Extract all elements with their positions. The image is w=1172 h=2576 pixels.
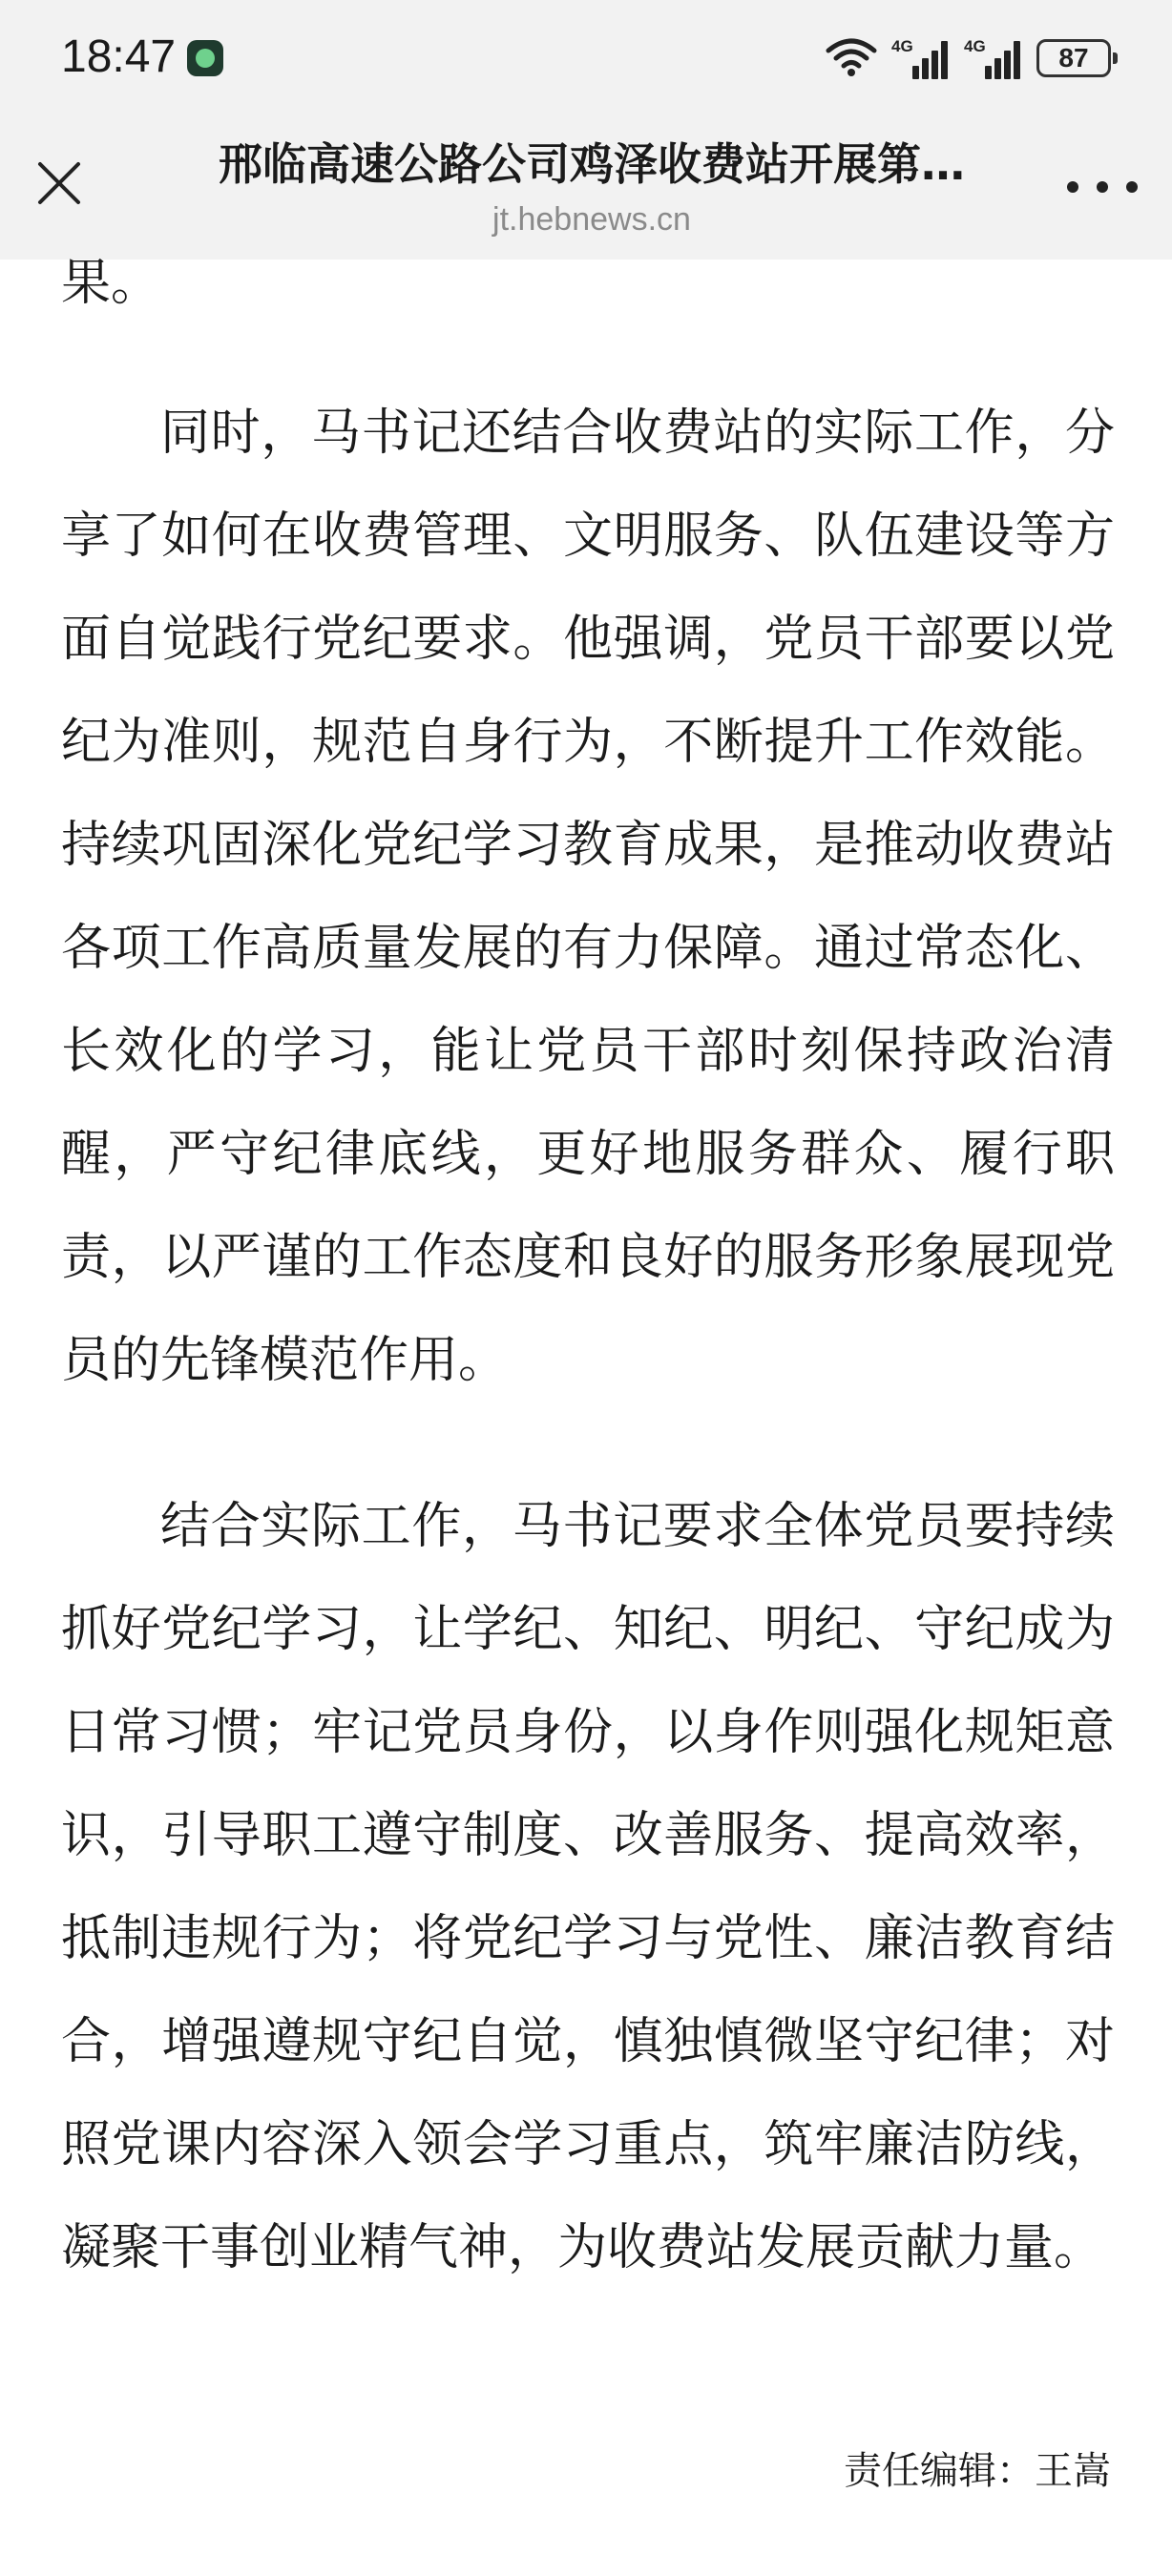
article-paragraph: 结合实际工作，马书记要求全体党员要持续抓好党纪学习，让学纪、知纪、明纪、守纪成为日常习惯；牢记党员身份，以身作则强化规矩意识，引导职工遵守制度、改善服务、提高效率，抵制违规行为；将党纪学习与党性、廉洁教育结合，增强遵规守纪自觉，慎独慎微坚守纪律；对照党课内容深入领会学习重点，筑牢廉洁防线，凝聚干事创业精气神，为收费站发展贡献力量。 [61,1498,1115,2276]
status-time: 18:47 [61,31,177,82]
signal-icon [891,37,951,79]
article-body [61,250,1115,2299]
more-icon [1067,181,1078,193]
more-button[interactable] [1067,164,1138,210]
status-indicators [825,34,1111,82]
article-paragraph: 同时，马书记还结合收费站的实际工作，分享了如何在收费管理、文明服务、队伍建设等方面自觉践行党纪要求。他强调，党员干部要以党纪为准则，规范自身行为，不断提升工作效能。持续巩固深化党纪学习教育成果，是推动收费站各项工作高质量发展的有力保障。通过常态化、长效化的学习，能让党员干部时刻保持政治清醒，严守纪律底线，更好地服务群众、履行职责，以严谨的工作态度和良好的服务形象展现党员的先锋模范作用。 [61,405,1115,1389]
status-bar [0,0,1172,114]
article-fragment: 果。 [61,255,161,312]
page-title: 邢临高速公路公司鸡泽收费站开展第… [219,138,965,190]
wifi-icon [825,35,878,81]
app-notification-icon [187,40,223,76]
page-url: jt.hebnews.cn [492,201,691,238]
signal-icon [964,37,1023,79]
close-button[interactable] [29,153,90,214]
browser-header [0,114,1172,260]
more-icon [1097,181,1108,193]
network-type-label: 4G [964,37,986,55]
network-type-label: 4G [891,37,913,55]
battery-level: 87 [1058,43,1089,73]
more-icon [1126,181,1138,193]
close-icon [29,153,90,214]
battery-icon [1036,39,1111,77]
editor-credit: 责任编辑：王嵩 [844,2449,1111,2493]
